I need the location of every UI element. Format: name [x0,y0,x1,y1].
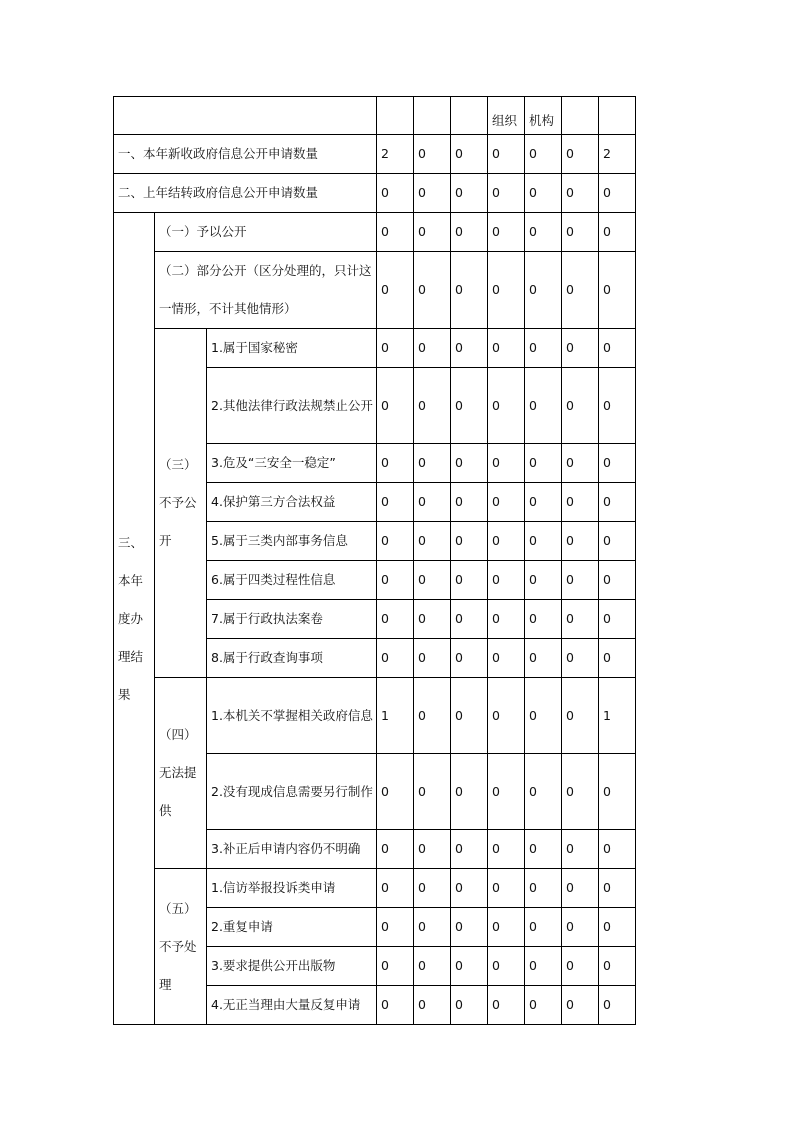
row-label: （二）部分公开（区分处理的，只计这一情形，不计其他情形） [155,252,377,329]
value-cell: 0 [562,908,599,947]
value-cell: 0 [525,135,562,174]
value-cell: 0 [377,754,414,830]
value-cell: 0 [525,329,562,368]
value-cell: 0 [377,329,414,368]
value-cell: 0 [599,444,636,483]
value-cell: 0 [377,444,414,483]
value-cell: 0 [488,986,525,1025]
value-cell: 0 [488,869,525,908]
header-blank-cell [114,97,377,135]
row-label: 3.要求提供公开出版物 [207,947,377,986]
value-cell: 0 [562,444,599,483]
value-cell: 0 [451,678,488,754]
value-cell: 0 [562,483,599,522]
value-cell: 0 [488,444,525,483]
value-cell: 0 [599,252,636,329]
value-cell: 0 [562,174,599,213]
row-label: 3.危及“三安全一稳定” [207,444,377,483]
value-cell: 0 [562,329,599,368]
table-header-row [114,97,636,135]
value-cell: 0 [414,830,451,869]
value-cell: 0 [414,678,451,754]
value-cell: 0 [562,561,599,600]
table-row [114,869,636,908]
section-3-label: 三、本年度办理结果 [114,213,155,1025]
row-label: 2.其他法律行政法规禁止公开 [207,368,377,444]
value-cell: 0 [562,830,599,869]
value-cell: 0 [451,135,488,174]
value-cell: 0 [377,522,414,561]
row-label: 8.属于行政查询事项 [207,639,377,678]
value-cell: 0 [414,639,451,678]
value-cell: 0 [414,135,451,174]
value-cell: 0 [562,678,599,754]
value-cell: 0 [562,522,599,561]
value-cell: 0 [599,213,636,252]
value-cell: 0 [414,483,451,522]
value-cell: 0 [414,947,451,986]
value-cell: 0 [414,986,451,1025]
value-cell: 0 [451,947,488,986]
value-cell: 0 [525,561,562,600]
value-cell: 0 [525,483,562,522]
value-cell: 0 [488,329,525,368]
value-cell: 0 [414,329,451,368]
group-3-label: （三）不予公开 [155,329,207,678]
value-cell: 0 [525,830,562,869]
value-cell: 0 [525,678,562,754]
header-cell [599,97,636,135]
value-cell: 0 [525,947,562,986]
value-cell: 0 [599,869,636,908]
value-cell: 0 [414,600,451,639]
value-cell: 0 [414,754,451,830]
value-cell: 0 [488,522,525,561]
value-cell: 0 [525,444,562,483]
value-cell: 0 [451,213,488,252]
row-label: 3.补正后申请内容仍不明确 [207,830,377,869]
header-cell [377,97,414,135]
value-cell: 0 [488,639,525,678]
value-cell: 0 [377,830,414,869]
value-cell: 0 [599,174,636,213]
value-cell: 0 [451,444,488,483]
value-cell: 0 [451,329,488,368]
value-cell: 0 [488,947,525,986]
value-cell: 0 [377,639,414,678]
row-label: 一、本年新收政府信息公开申请数量 [114,135,377,174]
value-cell: 0 [599,986,636,1025]
value-cell: 0 [377,908,414,947]
value-cell: 2 [599,135,636,174]
value-cell: 0 [599,947,636,986]
row-label: 4.无正当理由大量反复申请 [207,986,377,1025]
header-cell: 机构 [525,97,562,135]
value-cell: 0 [451,754,488,830]
value-cell: 0 [599,908,636,947]
group-4-label: （四）无法提供 [155,678,207,869]
header-cell [414,97,451,135]
row-label: 1.信访举报投诉类申请 [207,869,377,908]
value-cell: 0 [488,561,525,600]
value-cell: 0 [562,600,599,639]
value-cell: 0 [451,174,488,213]
value-cell: 0 [414,869,451,908]
value-cell: 0 [451,600,488,639]
value-cell: 0 [451,368,488,444]
value-cell: 0 [377,213,414,252]
table-row [114,135,636,174]
value-cell: 0 [451,639,488,678]
value-cell: 0 [562,639,599,678]
value-cell: 0 [562,986,599,1025]
value-cell: 0 [599,522,636,561]
disclosure-statistics-table [113,96,636,1025]
row-label: 2.没有现成信息需要另行制作 [207,754,377,830]
value-cell: 0 [377,252,414,329]
group-5-label: （五）不予处理 [155,869,207,1025]
value-cell: 0 [599,561,636,600]
value-cell: 0 [599,754,636,830]
value-cell: 0 [451,561,488,600]
value-cell: 0 [525,986,562,1025]
value-cell: 0 [599,830,636,869]
value-cell: 0 [377,869,414,908]
value-cell: 0 [599,329,636,368]
value-cell: 0 [562,869,599,908]
table-row [114,678,636,754]
value-cell: 0 [599,639,636,678]
value-cell: 1 [599,678,636,754]
value-cell: 0 [488,213,525,252]
value-cell: 0 [488,600,525,639]
value-cell: 0 [488,135,525,174]
value-cell: 2 [377,135,414,174]
value-cell: 0 [488,830,525,869]
value-cell: 0 [488,754,525,830]
value-cell: 0 [414,174,451,213]
value-cell: 0 [525,908,562,947]
value-cell: 1 [377,678,414,754]
value-cell: 0 [525,174,562,213]
value-cell: 0 [562,368,599,444]
row-label: 二、上年结转政府信息公开申请数量 [114,174,377,213]
value-cell: 0 [525,213,562,252]
value-cell: 0 [414,561,451,600]
value-cell: 0 [599,368,636,444]
value-cell: 0 [414,213,451,252]
value-cell: 0 [562,213,599,252]
value-cell: 0 [562,252,599,329]
value-cell: 0 [377,561,414,600]
row-label: 7.属于行政执法案卷 [207,600,377,639]
value-cell: 0 [525,600,562,639]
value-cell: 0 [377,483,414,522]
table-row [114,252,636,329]
value-cell: 0 [414,908,451,947]
value-cell: 0 [562,947,599,986]
row-label: 2.重复申请 [207,908,377,947]
table-row [114,213,636,252]
value-cell: 0 [377,986,414,1025]
header-cell [562,97,599,135]
value-cell: 0 [562,135,599,174]
value-cell: 0 [488,174,525,213]
header-cell [451,97,488,135]
value-cell: 0 [525,869,562,908]
value-cell: 0 [488,678,525,754]
value-cell: 0 [599,483,636,522]
value-cell: 0 [562,754,599,830]
value-cell: 0 [488,908,525,947]
value-cell: 0 [414,522,451,561]
value-cell: 0 [377,368,414,444]
value-cell: 0 [451,483,488,522]
value-cell: 0 [451,252,488,329]
value-cell: 0 [488,252,525,329]
value-cell: 0 [451,830,488,869]
value-cell: 0 [451,522,488,561]
value-cell: 0 [525,522,562,561]
value-cell: 0 [377,174,414,213]
row-label: 5.属于三类内部事务信息 [207,522,377,561]
value-cell: 0 [525,754,562,830]
value-cell: 0 [451,908,488,947]
value-cell: 0 [525,639,562,678]
value-cell: 0 [377,947,414,986]
table-row [114,174,636,213]
value-cell: 0 [451,869,488,908]
value-cell: 0 [488,368,525,444]
value-cell: 0 [599,600,636,639]
row-label: 1.属于国家秘密 [207,329,377,368]
row-label: 1.本机关不掌握相关政府信息 [207,678,377,754]
row-label: 4.保护第三方合法权益 [207,483,377,522]
table-row [114,329,636,368]
value-cell: 0 [414,368,451,444]
header-cell: 组织 [488,97,525,135]
value-cell: 0 [525,368,562,444]
value-cell: 0 [377,600,414,639]
value-cell: 0 [414,444,451,483]
row-label: （一）予以公开 [155,213,377,252]
value-cell: 0 [525,252,562,329]
value-cell: 0 [414,252,451,329]
value-cell: 0 [451,986,488,1025]
value-cell: 0 [488,483,525,522]
row-label: 6.属于四类过程性信息 [207,561,377,600]
